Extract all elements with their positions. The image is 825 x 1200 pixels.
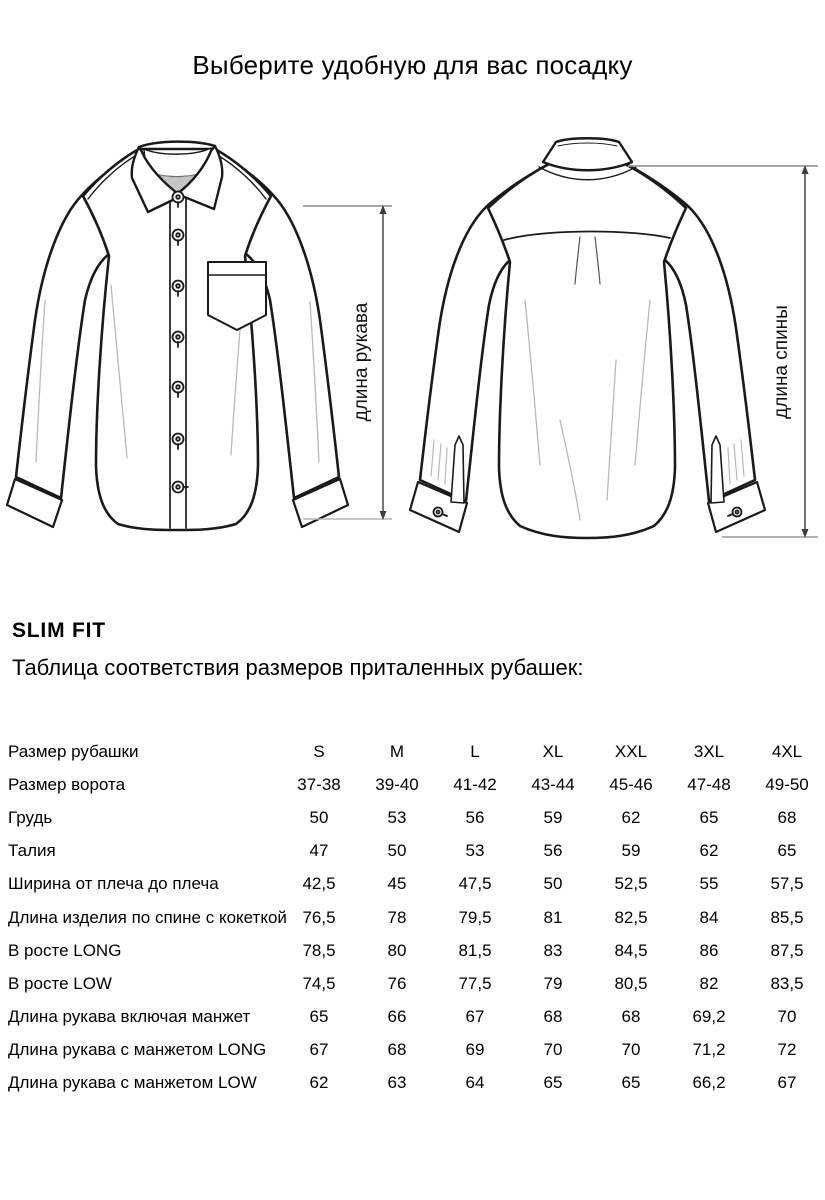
size-value: 86 [699,940,719,960]
size-value: L [470,741,480,761]
size-value: 71,2 [692,1040,726,1060]
size-value: 63 [387,1073,407,1093]
row-label: Длина рукава включая манжет [8,1007,251,1027]
size-value: M [389,741,405,761]
size-value: 4XL [771,741,803,761]
table-row [0,901,825,934]
size-value: 68 [777,807,797,827]
size-value: 50 [543,874,563,894]
table-row [0,801,825,834]
size-value: 80,5 [614,973,648,993]
size-value: 84 [699,907,719,927]
size-value: 83 [543,940,563,960]
shirt-back-illustration [410,138,765,538]
size-value: 68 [543,1007,563,1027]
size-value: 76 [387,973,407,993]
table-row [0,1067,825,1100]
size-value: 79,5 [458,907,492,927]
size-value: 47 [309,841,329,861]
size-value: 47-48 [687,774,731,794]
size-value: 65 [699,807,719,827]
size-value: 50 [387,841,407,861]
table-row [0,768,825,801]
size-value: 43-44 [531,774,575,794]
row-label: Длина изделия по спине с кокеткой [8,907,287,927]
size-value: 55 [699,874,719,894]
size-value: 42,5 [302,874,336,894]
size-value: 82,5 [614,907,648,927]
size-value: 69,2 [692,1007,726,1027]
table-row [0,835,825,868]
table-row [0,735,825,768]
size-value: 53 [465,841,485,861]
size-value: 52,5 [614,874,648,894]
size-value: 50 [309,807,329,827]
chest-pocket [208,262,266,330]
row-label: Длина рукава с манжетом LOW [8,1073,257,1093]
shirt-front-illustration [7,142,348,530]
size-value: 77,5 [458,973,492,993]
size-value: 70 [543,1040,563,1060]
size-value: XXL [614,741,648,761]
size-value: 83,5 [770,973,804,993]
table-row [0,1001,825,1034]
size-value: 53 [387,807,407,827]
size-value: 59 [543,807,563,827]
size-value: 84,5 [614,940,648,960]
size-value: 70 [621,1040,641,1060]
back-body [488,164,686,538]
size-value: 67 [777,1073,797,1093]
size-value: 62 [621,807,641,827]
size-value: 57,5 [770,874,804,894]
size-value: 56 [465,807,485,827]
size-value: 66,2 [692,1073,726,1093]
size-value: 65 [621,1073,641,1093]
size-value: 45-46 [609,774,653,794]
table-row [0,1034,825,1067]
size-table [0,735,825,1100]
size-value: 82 [699,973,719,993]
size-value: 62 [309,1073,329,1093]
size-value: 39-40 [375,774,419,794]
size-value: 76,5 [302,907,336,927]
size-value: 70 [777,1007,797,1027]
fit-heading: SLIM FIT [12,619,106,642]
size-value: 66 [387,1007,407,1027]
row-label: В росте LONG [8,940,122,960]
table-caption: Таблица соответствия размеров приталенных рубашек: [12,655,584,680]
size-value: 87,5 [770,940,804,960]
size-value: 78,5 [302,940,336,960]
size-value: 85,5 [770,907,804,927]
size-value: 56 [543,841,563,861]
size-value: 65 [777,841,797,861]
size-value: 59 [621,841,641,861]
row-label: Размер рубашки [8,741,139,761]
page-title: Выберите удобную для вас посадку [192,50,633,80]
size-value: 79 [543,973,563,993]
table-row [0,868,825,901]
size-value: 41-42 [453,774,497,794]
row-label: В росте LOW [8,973,112,993]
row-label: Длина рукава с манжетом LONG [8,1040,267,1060]
size-value: 67 [465,1007,485,1027]
size-value: 62 [699,841,719,861]
row-label: Размер ворота [8,774,126,794]
size-value: 45 [387,874,407,894]
size-value: 47,5 [458,874,492,894]
size-value: 68 [387,1040,407,1060]
row-label: Талия [8,841,56,861]
size-value: 64 [465,1073,485,1093]
size-value: 81,5 [458,940,492,960]
table-row [0,934,825,967]
size-value: 67 [309,1040,329,1060]
size-value: XL [542,741,564,761]
size-value: 37-38 [297,774,341,794]
size-value: 49-50 [765,774,809,794]
size-value: 74,5 [302,973,336,993]
size-value: 68 [621,1007,641,1027]
sleeve-length-label: длина рукава [351,302,372,422]
size-value: 81 [543,907,563,927]
size-value: 72 [777,1040,797,1060]
size-value: S [313,741,325,761]
size-value: 3XL [693,741,725,761]
size-value: 80 [387,940,407,960]
size-value: 65 [309,1007,329,1027]
table-row [0,967,825,1000]
size-value: 69 [465,1040,485,1060]
back-length-label: длина спины [771,305,792,419]
row-label: Грудь [8,807,53,827]
size-value: 65 [543,1073,563,1093]
size-value: 78 [387,907,407,927]
row-label: Ширина от плеча до плеча [8,874,219,894]
